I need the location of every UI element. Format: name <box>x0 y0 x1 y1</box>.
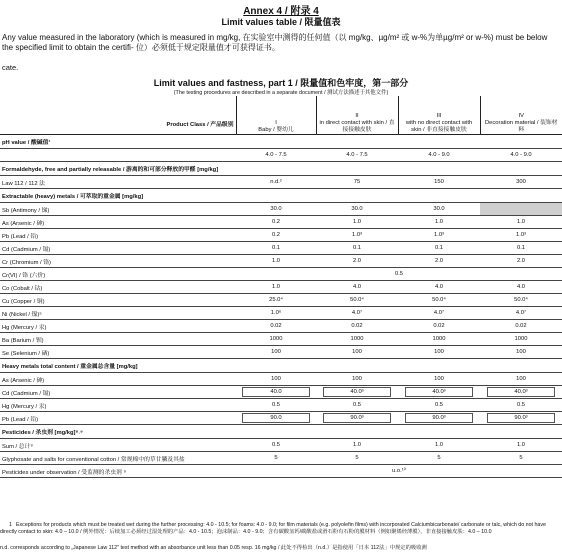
value-cell: 1.0³ <box>398 229 480 242</box>
row-label: Law 112 / 112 法 <box>0 176 236 189</box>
value-cell: 30.0 <box>398 203 480 216</box>
value-cell: 0.1 <box>316 242 398 255</box>
category-iii <box>398 96 480 135</box>
boxed-value: 90.0³ <box>405 413 473 423</box>
table-row <box>0 176 562 189</box>
value-cell: 100 <box>236 373 316 386</box>
value-cell: 4.0⁷ <box>316 307 398 320</box>
table-row <box>0 216 562 229</box>
value-cell: 1000 <box>398 333 480 346</box>
category-roman: III <box>436 113 442 119</box>
row-label: Hg (Mercury / 汞) <box>0 320 236 333</box>
row-label: Pb (Lead / 铅) <box>0 412 236 425</box>
table-header-row <box>0 96 562 135</box>
table-row <box>0 255 562 268</box>
value-cell: 5 <box>316 452 398 465</box>
row-label: Sum / 总计⁹ <box>0 439 236 452</box>
value-cell: 100 <box>480 373 562 386</box>
row-label: Cr(VI) / 铬 (六价) <box>0 268 236 281</box>
value-cell: 4.0 - 9.0 <box>480 149 562 162</box>
footnote-2: n.d. corresponds according to „Japanese Law 112" test method with an absorbance unit less than 0.05 resp. 16 mg/kg / 此处不得检出（n.d.）是指使用「日本 112法」中规定的吸收测 <box>0 545 427 551</box>
boxed-value: 40.0 <box>242 387 310 397</box>
value-cell <box>480 386 562 399</box>
value-cell: 0.2 <box>236 216 316 229</box>
table-row <box>0 203 562 216</box>
value-cell: 1.0 <box>398 439 480 452</box>
value-cell <box>236 386 316 399</box>
value-cell: 0.2 <box>236 229 316 242</box>
value-cell: 100 <box>236 346 316 359</box>
value-cell: n.d.² <box>236 176 316 189</box>
category-label: Baby / 婴幼儿 <box>258 127 294 133</box>
value-cell: 1.0 <box>236 255 316 268</box>
boxed-value: 90.0³ <box>323 413 391 423</box>
category-roman: IV <box>518 113 524 119</box>
category-label: with no direct contact with skin / 非直接接触皮肤 <box>405 120 473 133</box>
boxed-value: 40.0³ <box>323 387 391 397</box>
category-label: in direct contact with skin / 直接接触皮肤 <box>319 120 395 133</box>
table-row <box>0 346 562 359</box>
product-class-label: Product Class / 产品级别 <box>0 96 236 135</box>
limit-values-table <box>0 96 562 478</box>
value-cell: 50.0⁴ <box>398 294 480 307</box>
table-row <box>0 294 562 307</box>
table-row <box>0 452 562 465</box>
value-cell: 4.0 <box>398 281 480 294</box>
value-cell: 25.0⁴ <box>236 294 316 307</box>
value-cell: 1.0³ <box>480 229 562 242</box>
value-cell: 100 <box>480 346 562 359</box>
value-cell: 4.0 - 9.0 <box>398 149 480 162</box>
value-cell: 75 <box>316 176 398 189</box>
section-row <box>0 425 562 439</box>
value-cell: 0.02 <box>480 320 562 333</box>
footnote-1-text: Exceptions for products which must be treated wet during the further processing: 4.0 - 10.5; for foams: 4.0 - 9.0; for film materials (e.g. polyolefin films) with incorporated Calciumbicarbonate/ carbonate or talc, which do not have directly contact to skin: 4.0 – 10.0 / 例外情况：后续加工必须经过湿处理的产品：4.0 - 10.5；泡沫制品：4.0 - 9.0；含有碳酸氢钙/碳酸盐或滑石粉有石粉的膜材料（例如聚烯烃薄膜），非直接接触皮肤：4.0 – 10.0 <box>0 522 546 535</box>
value-cell: 100 <box>398 373 480 386</box>
table-row <box>0 307 562 320</box>
row-label: Cu (Copper / 铜) <box>0 294 236 307</box>
annex-title: Annex 4 / 附录 4 <box>243 6 319 17</box>
value-cell: 0.5 <box>236 439 316 452</box>
value-cell: 1000 <box>316 333 398 346</box>
value-cell: 1.0 <box>480 439 562 452</box>
row-label: Ni (Nickel / 镍)⁵ <box>0 307 236 320</box>
value-cell: 1.0 <box>236 281 316 294</box>
table-row <box>0 333 562 346</box>
value-cell: 0.02 <box>316 320 398 333</box>
value-cell: 1000 <box>480 333 562 346</box>
value-cell: 300 <box>480 176 562 189</box>
table-row <box>0 386 562 399</box>
value-cell: 100 <box>316 346 398 359</box>
section-row <box>0 359 562 373</box>
value-cell: 2.0 <box>398 255 480 268</box>
row-label: Co (Cobalt / 钴) <box>0 281 236 294</box>
value-cell: 2.0 <box>316 255 398 268</box>
row-label: Pb (Lead / 铅) <box>0 229 236 242</box>
row-label: Pesticides under observation / 受监测的杀虫剂 ⁹ <box>0 465 236 478</box>
value-cell: 50.0⁴ <box>480 294 562 307</box>
boxed-value: 90.0 <box>242 413 310 423</box>
row-label: Se (Selenium / 硒) <box>0 346 236 359</box>
category-roman: I <box>275 120 277 126</box>
annex-subtitle: Limit values table / 限量值表 <box>221 17 341 27</box>
row-label: Glyphosate and salts for conventional cotton / 常规棉中的草甘膦及其盐 <box>0 452 236 465</box>
table-row <box>0 399 562 412</box>
value-cell: 5 <box>236 452 316 465</box>
row-label: Cd (Cadmium / 镉) <box>0 242 236 255</box>
table-row <box>0 320 562 333</box>
category-iv <box>480 96 562 135</box>
row-label: Cd (Cadmium / 镉) <box>0 386 236 399</box>
value-cell <box>316 412 398 425</box>
table-row <box>0 242 562 255</box>
value-cell: 0.02 <box>398 320 480 333</box>
value-cell: 4.0 - 7.5 <box>236 149 316 162</box>
value-cell <box>236 412 316 425</box>
intro-paragraph: Any value measured in the laboratory (which is measured in mg/kg, 在实验室中测得的任何值（以 mg/kg、µg/m² 或 w-%为单µg/m² or w-%) must be below the specified limit to obtain the certifi- 位）必须低于规定限量值才可获得证书。 <box>2 33 548 52</box>
spanning-value: u.o.¹⁰ <box>236 465 562 478</box>
value-cell: 0.5 <box>480 399 562 412</box>
value-cell: 0.5 <box>316 399 398 412</box>
value-cell: 30.0 <box>316 203 398 216</box>
table-row <box>0 281 562 294</box>
row-label: Sb (Antimony / 锑) <box>0 203 236 216</box>
footnote-1-number: 1 <box>9 522 12 528</box>
boxed-value: 40.0³ <box>487 387 555 397</box>
value-cell <box>480 412 562 425</box>
row-label: Cr (Chromium / 铬) <box>0 255 236 268</box>
row-label: Ba (Barium / 钡) <box>0 333 236 346</box>
value-cell: 30.0 <box>236 203 316 216</box>
value-cell: 0.02 <box>236 320 316 333</box>
value-cell: 1.0 <box>316 216 398 229</box>
row-label: As (Arsenic / 砷) <box>0 216 236 229</box>
category-label: Decoration material / 装饰材料 <box>485 120 558 133</box>
value-cell: 1.0 <box>480 216 562 229</box>
value-cell: 1.0 <box>398 216 480 229</box>
section-heading: Formaldehyde, free and partially releasable / 游离的和可部分释放的甲醛 [mg/kg] <box>0 162 562 176</box>
value-cell: 100 <box>398 346 480 359</box>
value-cell: 150 <box>398 176 480 189</box>
table-row <box>0 412 562 425</box>
value-cell <box>398 386 480 399</box>
category-ii <box>316 96 398 135</box>
value-cell: 5 <box>480 452 562 465</box>
row-label: As (Arsenic / 砷) <box>0 373 236 386</box>
boxed-value: 40.0³ <box>405 387 473 397</box>
section-row <box>0 189 562 203</box>
value-cell: 2.0 <box>480 255 562 268</box>
table-row <box>0 229 562 242</box>
boxed-value: 90.0³ <box>487 413 555 423</box>
section-heading: pH value / 酸碱值¹ <box>0 135 562 149</box>
category-roman: II <box>355 113 359 119</box>
value-cell: 1.0⁶ <box>236 307 316 320</box>
section-heading: Pesticides / 杀虫剂 [mg/kg]⁸˒⁹ <box>0 425 562 439</box>
category-i <box>236 96 316 135</box>
section-row <box>0 135 562 149</box>
value-cell: 1000 <box>236 333 316 346</box>
section-row <box>0 162 562 176</box>
value-cell: 1.0³ <box>316 229 398 242</box>
value-cell: 0.1 <box>236 242 316 255</box>
value-cell: 4.0⁷ <box>480 307 562 320</box>
spanning-value: 0.5 <box>236 268 562 281</box>
value-cell: 50.0⁴ <box>316 294 398 307</box>
row-label: Hg (Mercury / 汞) <box>0 399 236 412</box>
value-cell: 4.0⁷ <box>398 307 480 320</box>
value-cell: 1.0 <box>316 439 398 452</box>
value-cell: 100 <box>316 373 398 386</box>
value-cell: 4.0 <box>316 281 398 294</box>
value-cell: 4.0 - 7.5 <box>316 149 398 162</box>
table-row <box>0 149 562 162</box>
value-cell: 0.1 <box>398 242 480 255</box>
table-row <box>0 268 562 281</box>
row-label <box>0 149 236 162</box>
section-note: (The testing procedures are described in a separate document / 测试方法描述于其他文件) <box>173 90 389 96</box>
section-title: Limit values and fastness, part 1 / 限量值和色牢度，第一部分 <box>153 78 409 88</box>
intro-tail: cate. <box>2 63 19 72</box>
value-cell: 0.1 <box>480 242 562 255</box>
not-applicable-cell <box>480 203 562 216</box>
section-heading: Heavy metals total content / 重金属总含量 [mg/kg] <box>0 359 562 373</box>
value-cell: 4.0 <box>480 281 562 294</box>
value-cell <box>316 386 398 399</box>
section-heading: Extractable (heavy) metals / 可萃取的重金属 [mg/kg] <box>0 189 562 203</box>
table-row <box>0 439 562 452</box>
table-row <box>0 373 562 386</box>
footnote-1 <box>0 522 560 536</box>
value-cell <box>398 412 480 425</box>
value-cell: 5 <box>398 452 480 465</box>
value-cell: 0.5 <box>398 399 480 412</box>
table-row <box>0 465 562 478</box>
value-cell: 0.5 <box>236 399 316 412</box>
